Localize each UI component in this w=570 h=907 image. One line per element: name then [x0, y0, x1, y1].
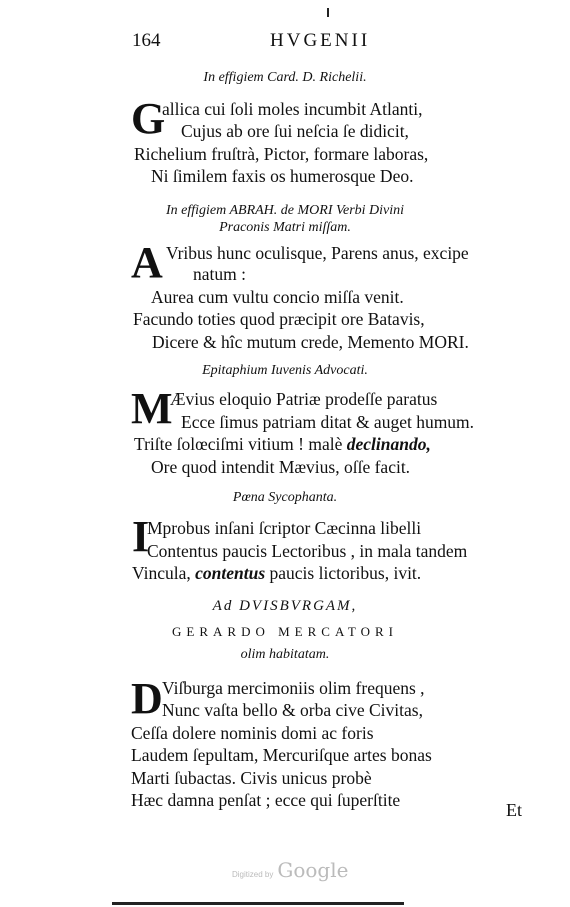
verse-line: Facundo toties quod præcipit ore Batavis, — [133, 309, 425, 329]
drop-cap: A — [131, 238, 163, 287]
verse-line: Aurea cum vultu concio miſſa venit. — [151, 287, 404, 307]
poem-subtitle: GERARDO MERCATORI — [172, 624, 398, 639]
poem-title: In effigiem ABRAH. de MORI Verbi Divini — [165, 203, 405, 218]
verse-line: Contentus paucis Lectoribus , in mala tandem — [147, 541, 468, 561]
verse-line: Marti ſubactas. Civis unicus probè — [131, 768, 372, 788]
verse-line: Cujus ab ore ſui neſcia ſe didicit, — [181, 121, 409, 141]
drop-cap: I — [132, 512, 150, 561]
verse-line: natum : — [193, 264, 246, 284]
verse-line: Nunc vaſta bello & orba cive Civitas, — [162, 700, 423, 720]
page-header — [132, 30, 498, 54]
verse-line: Richelium fruſtrà, Pictor, formare laboras, — [134, 144, 429, 164]
poem-title: Ad DVISBVRGAM, — [212, 598, 358, 614]
verse-line: Ni ſimilem faxis os humerosque Deo. — [151, 166, 414, 186]
drop-cap: M — [131, 384, 173, 433]
verse-line: Laudem ſepultam, Mercuriſque artes bonas — [131, 745, 432, 765]
verse-line: allica cui ſoli moles incumbit Atlanti, — [162, 99, 423, 119]
verse-line: Ecce ſimus patriam ditat & auget humum. — [181, 412, 475, 432]
drop-cap: D — [131, 674, 163, 723]
verse-line: Ceſſa dolere nominis domi ac foris — [131, 723, 374, 743]
page-number: 164 — [132, 30, 161, 51]
poem-subtitle: olim habitatam. — [240, 647, 330, 662]
poem-title: Pœna Sycophanta. — [232, 490, 338, 505]
verse-line: Dicere & hîc mutum crede, Memento MORI. — [152, 332, 469, 352]
verse-line: Viſburga mercimoniis olim frequens , — [162, 678, 425, 698]
verse-line: Mprobus inſani ſcriptor Cæcinna libelli — [147, 518, 422, 538]
drop-cap: G — [131, 94, 166, 143]
catchword: Et — [506, 800, 522, 820]
running-head: HVGENII — [270, 30, 371, 51]
page-mark — [327, 8, 329, 17]
poem-title: In effigiem Card. D. Richelii. — [203, 70, 367, 85]
bottom-edge — [112, 902, 404, 905]
poem-title: Epitaphium Iuvenis Advocati. — [202, 363, 368, 378]
verse-line: Triſte ſolœciſmi vitium ! malè declinando, — [134, 434, 431, 454]
verse-line: Hæc damna penſat ; ecce qui ſuperſtite — [131, 790, 401, 810]
verse-line: Ore quod intendit Mævius, oſſe facit. — [151, 457, 411, 477]
poem-subtitle: Praconis Matri miſſam. — [219, 220, 351, 235]
digitized-watermark: Digitized by Google — [232, 858, 349, 882]
verse-line: Vribus hunc oculisque, Parens anus, excipe — [166, 243, 469, 263]
verse-line: Ævius eloquio Patriæ prodeſſe paratus — [170, 389, 438, 409]
verse-line: Vincula, contentus paucis lictoribus, ivit. — [132, 563, 422, 583]
